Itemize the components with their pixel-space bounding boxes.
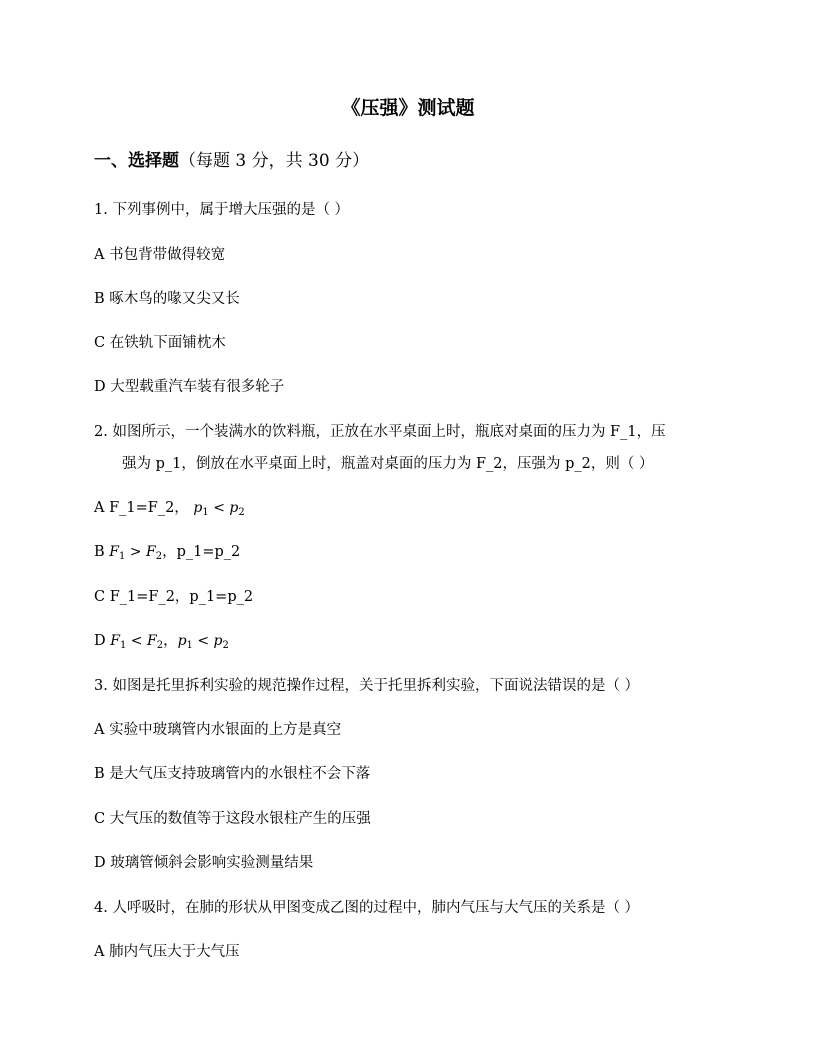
- question-2-option-a: [94, 498, 734, 518]
- question-4-option-a: A 肺内气压大于大气压: [94, 944, 240, 960]
- question-1-option-c: C 在铁轨下面铺枕木: [94, 335, 226, 351]
- page-title: 《压强》测试题: [341, 97, 475, 119]
- question-2-option-b-tail: ，p_1=p_2: [162, 544, 241, 560]
- section-note: （每题 3 分，共 30 分）: [179, 151, 370, 171]
- section-heading: [94, 150, 369, 172]
- question-2-option-a-label: A F_1=F_2，: [94, 500, 189, 516]
- question-2-option-d-formula-2: $p_1 < p_2$: [177, 633, 229, 651]
- question-3-option-d: D 玻璃管倾斜会影响实验测量结果: [94, 855, 314, 871]
- question-3-stem: 3. 如图是托里拆利实验的规范操作过程，关于托里拆利实验，下面说法错误的是（ ）: [94, 678, 640, 694]
- question-1-option-d: D 大型载重汽车装有很多轮子: [94, 379, 285, 395]
- section-title: 一、选择题: [94, 151, 179, 171]
- question-1-option-b: B 啄木鸟的喙又尖又长: [94, 291, 240, 307]
- question-2-stem-line-2: 强为 p_1，倒放在水平桌面上时，瓶盖对桌面的压力为 F_2，压强为 p_2，则（ ）: [122, 456, 654, 472]
- question-2-option-a-formula: $p_1 < p_2$: [193, 500, 245, 518]
- question-2-stem-line-1: 2. 如图所示，一个装满水的饮料瓶，正放在水平桌面上时，瓶底对桌面的压力为 F_1，压: [94, 424, 666, 440]
- question-2-option-d-label: D: [94, 633, 111, 649]
- question-2-option-b-formula: $F_1 > F_2$: [109, 544, 163, 562]
- question-3-option-c: C 大气压的数值等于这段水银柱产生的压强: [94, 811, 371, 827]
- question-2-option-d-separator: ，: [163, 633, 178, 649]
- question-1-stem: 1. 下列事例中，属于增大压强的是（ ）: [94, 202, 350, 218]
- question-3-option-a: A 实验中玻璃管内水银面的上方是真空: [94, 722, 342, 738]
- question-2-option-d-formula-1: $F_1 < F_2$: [110, 633, 164, 651]
- question-2-option-b-label: B: [94, 544, 110, 560]
- question-2-option-c: C F_1=F_2，p_1=p_2: [94, 589, 254, 605]
- question-1-option-a: A 书包背带做得较宽: [94, 247, 226, 263]
- question-4-stem: 4. 人呼吸时，在肺的形状从甲图变成乙图的过程中，肺内气压与大气压的关系是（ ）: [94, 900, 640, 916]
- question-2-option-b: [94, 542, 734, 562]
- question-2-option-d: [94, 631, 734, 651]
- question-3-option-b: B 是大气压支持玻璃管内的水银柱不会下落: [94, 766, 371, 782]
